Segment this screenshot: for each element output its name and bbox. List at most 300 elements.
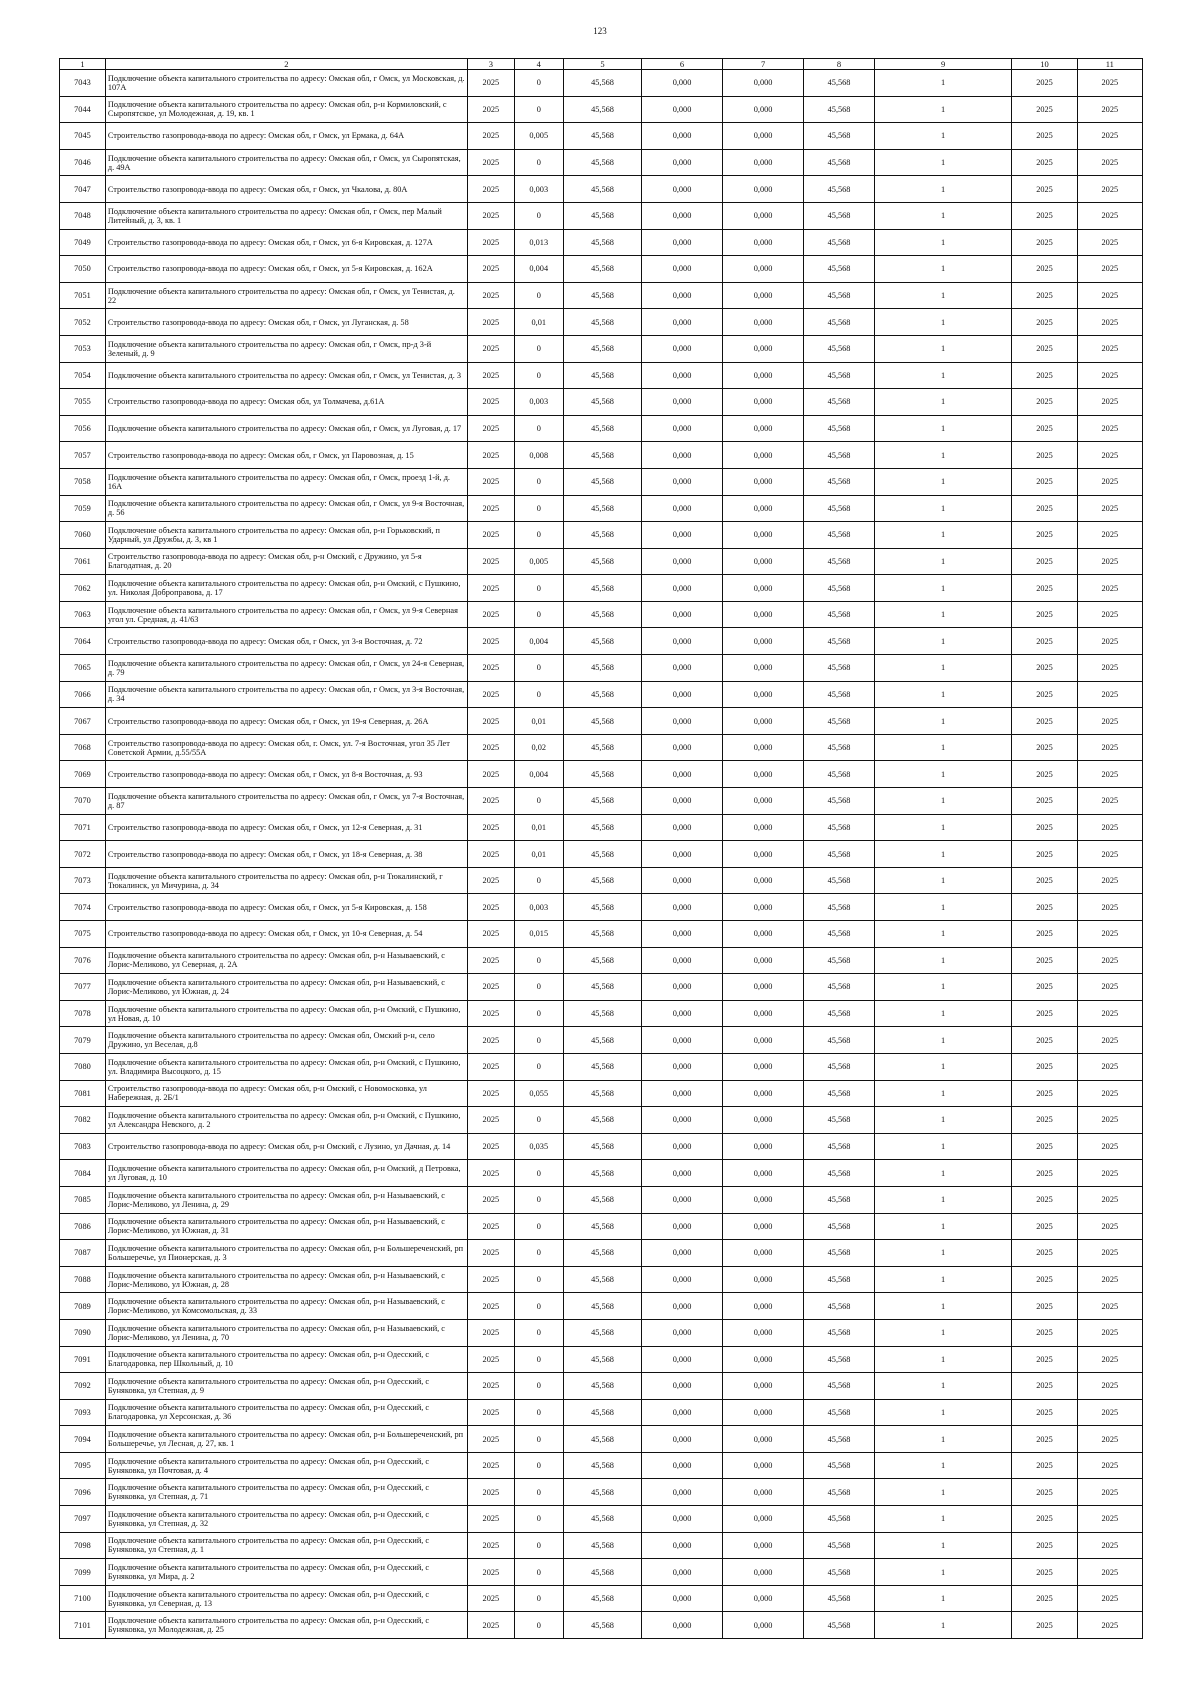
value-cell: 0,000 [642, 1160, 723, 1187]
value-cell: 0,000 [642, 123, 723, 150]
count-cell: 1 [874, 1426, 1012, 1453]
row-number-cell: 7090 [60, 1319, 106, 1346]
table-row [60, 1133, 1143, 1160]
table-row [60, 1452, 1143, 1479]
end-year-cell: 2025 [1077, 1213, 1142, 1240]
end-year-cell: 2025 [1077, 1373, 1142, 1400]
count-cell: 1 [874, 1080, 1012, 1107]
description-cell: Подключение объекта капитального строительства по адресу: Омская обл, р-н Большереченский, рп Большеречье, ул Лесная, д. 27, кв. 1 [105, 1426, 467, 1453]
column-header: 9 [874, 59, 1012, 70]
start-year-cell: 2025 [1012, 256, 1077, 283]
value-cell: 0,000 [722, 1319, 804, 1346]
value-cell: 0,000 [642, 1133, 723, 1160]
end-year-cell: 2025 [1077, 495, 1142, 522]
year-cell: 2025 [467, 921, 514, 948]
cost-cell: 45,568 [563, 655, 642, 682]
value-cell: 0,000 [722, 1452, 804, 1479]
cost-cell: 45,568 [563, 628, 642, 655]
year-cell: 2025 [467, 70, 514, 97]
column-header: 6 [642, 59, 723, 70]
total-cell: 45,568 [804, 601, 874, 628]
total-cell: 45,568 [804, 655, 874, 682]
row-number-cell: 7091 [60, 1346, 106, 1373]
count-cell: 1 [874, 1319, 1012, 1346]
value-cell: 0,000 [642, 1399, 723, 1426]
start-year-cell: 2025 [1012, 282, 1077, 309]
start-year-cell: 2025 [1012, 362, 1077, 389]
cost-cell: 45,568 [563, 1559, 642, 1586]
start-year-cell: 2025 [1012, 628, 1077, 655]
start-year-cell: 2025 [1012, 1426, 1077, 1453]
start-year-cell: 2025 [1012, 149, 1077, 176]
description-cell: Подключение объекта капитального строительства по адресу: Омская обл, р-н Одесский, с Буняковка, ул Почтовая, д. 4 [105, 1452, 467, 1479]
description-cell: Подключение объекта капитального строительства по адресу: Омская обл, г Омск, ул 9-я Восточная, д. 56 [105, 495, 467, 522]
cost-cell: 45,568 [563, 734, 642, 761]
length-cell: 0 [514, 149, 563, 176]
cost-cell: 45,568 [563, 1266, 642, 1293]
count-cell: 1 [874, 655, 1012, 682]
cost-cell: 45,568 [563, 229, 642, 256]
end-year-cell: 2025 [1077, 256, 1142, 283]
value-cell: 0,000 [642, 921, 723, 948]
length-cell: 0 [514, 1506, 563, 1533]
end-year-cell: 2025 [1077, 1319, 1142, 1346]
length-cell: 0 [514, 1107, 563, 1134]
count-cell: 1 [874, 761, 1012, 788]
count-cell: 1 [874, 1053, 1012, 1080]
length-cell: 0 [514, 681, 563, 708]
start-year-cell: 2025 [1012, 1107, 1077, 1134]
row-number-cell: 7085 [60, 1186, 106, 1213]
end-year-cell: 2025 [1077, 1346, 1142, 1373]
year-cell: 2025 [467, 947, 514, 974]
end-year-cell: 2025 [1077, 1000, 1142, 1027]
value-cell: 0,000 [722, 1053, 804, 1080]
length-cell: 0 [514, 1612, 563, 1639]
cost-cell: 45,568 [563, 1479, 642, 1506]
table-row [60, 628, 1143, 655]
year-cell: 2025 [467, 1532, 514, 1559]
year-cell: 2025 [467, 229, 514, 256]
start-year-cell: 2025 [1012, 1479, 1077, 1506]
value-cell: 0,000 [722, 1133, 804, 1160]
start-year-cell: 2025 [1012, 708, 1077, 735]
count-cell: 1 [874, 601, 1012, 628]
description-cell: Подключение объекта капитального строительства по адресу: Омская обл, г Омск, ул 24-я Северная, д. 79 [105, 655, 467, 682]
length-cell: 0,004 [514, 256, 563, 283]
description-cell: Подключение объекта капитального строительства по адресу: Омская обл, р-н Называевский, с Лорис-Меликово, ул Северная, д. 2А [105, 947, 467, 974]
year-cell: 2025 [467, 1133, 514, 1160]
total-cell: 45,568 [804, 1532, 874, 1559]
start-year-cell: 2025 [1012, 1266, 1077, 1293]
year-cell: 2025 [467, 123, 514, 150]
description-cell: Подключение объекта капитального строительства по адресу: Омская обл, г Омск, пер Малый Литейный, д. 3, кв. 1 [105, 202, 467, 229]
end-year-cell: 2025 [1077, 894, 1142, 921]
count-cell: 1 [874, 1000, 1012, 1027]
start-year-cell: 2025 [1012, 601, 1077, 628]
count-cell: 1 [874, 628, 1012, 655]
total-cell: 45,568 [804, 841, 874, 868]
cost-cell: 45,568 [563, 1160, 642, 1187]
total-cell: 45,568 [804, 149, 874, 176]
year-cell: 2025 [467, 1027, 514, 1054]
year-cell: 2025 [467, 282, 514, 309]
table-row [60, 123, 1143, 150]
count-cell: 1 [874, 947, 1012, 974]
description-cell: Подключение объекта капитального строительства по адресу: Омская обл, р-н Называевский, с Лорис-Меликово, ул Южная, д. 24 [105, 974, 467, 1001]
length-cell: 0,008 [514, 442, 563, 469]
table-row [60, 415, 1143, 442]
value-cell: 0,000 [722, 1107, 804, 1134]
start-year-cell: 2025 [1012, 1506, 1077, 1533]
cost-cell: 45,568 [563, 1426, 642, 1453]
end-year-cell: 2025 [1077, 974, 1142, 1001]
table-row [60, 256, 1143, 283]
length-cell: 0,015 [514, 921, 563, 948]
row-number-cell: 7055 [60, 389, 106, 416]
column-header: 5 [563, 59, 642, 70]
table-row [60, 1160, 1143, 1187]
value-cell: 0,000 [642, 655, 723, 682]
table-row [60, 1319, 1143, 1346]
end-year-cell: 2025 [1077, 1053, 1142, 1080]
value-cell: 0,000 [722, 1000, 804, 1027]
total-cell: 45,568 [804, 309, 874, 336]
table-row [60, 1293, 1143, 1320]
total-cell: 45,568 [804, 229, 874, 256]
start-year-cell: 2025 [1012, 1585, 1077, 1612]
start-year-cell: 2025 [1012, 309, 1077, 336]
year-cell: 2025 [467, 1559, 514, 1586]
length-cell: 0 [514, 70, 563, 97]
cost-cell: 45,568 [563, 814, 642, 841]
cost-cell: 45,568 [563, 1293, 642, 1320]
description-cell: Подключение объекта капитального строительства по адресу: Омская обл, р-н Одесский, с Буняковка, ул Степная, д. 1 [105, 1532, 467, 1559]
value-cell: 0,000 [722, 415, 804, 442]
end-year-cell: 2025 [1077, 1559, 1142, 1586]
total-cell: 45,568 [804, 256, 874, 283]
value-cell: 0,000 [722, 921, 804, 948]
table-row [60, 1612, 1143, 1639]
length-cell: 0,01 [514, 841, 563, 868]
value-cell: 0,000 [642, 149, 723, 176]
start-year-cell: 2025 [1012, 389, 1077, 416]
description-cell: Строительство газопровода-ввода по адресу: Омская обл, г Омск, ул Паровозная, д. 15 [105, 442, 467, 469]
value-cell: 0,000 [722, 601, 804, 628]
end-year-cell: 2025 [1077, 1532, 1142, 1559]
total-cell: 45,568 [804, 1186, 874, 1213]
value-cell: 0,000 [642, 468, 723, 495]
description-cell: Строительство газопровода-ввода по адресу: Омская обл, г Омск, ул 12-я Северная, д. 31 [105, 814, 467, 841]
value-cell: 0,000 [722, 708, 804, 735]
value-cell: 0,000 [642, 1479, 723, 1506]
description-cell: Подключение объекта капитального строительства по адресу: Омская обл, р-н Омский, д Петровка, ул Луговая, д. 10 [105, 1160, 467, 1187]
description-cell: Подключение объекта капитального строительства по адресу: Омская обл, г Омск, ул Луговая, д. 17 [105, 415, 467, 442]
description-cell: Подключение объекта капитального строительства по адресу: Омская обл, г Омск, ул Московская, д. 107А [105, 70, 467, 97]
total-cell: 45,568 [804, 1346, 874, 1373]
end-year-cell: 2025 [1077, 921, 1142, 948]
value-cell: 0,000 [722, 96, 804, 123]
end-year-cell: 2025 [1077, 309, 1142, 336]
length-cell: 0 [514, 1426, 563, 1453]
start-year-cell: 2025 [1012, 1160, 1077, 1187]
value-cell: 0,000 [722, 1585, 804, 1612]
description-cell: Подключение объекта капитального строительства по адресу: Омская обл, г Омск, ул 7-я Восточная, д. 87 [105, 788, 467, 815]
table-row [60, 1080, 1143, 1107]
start-year-cell: 2025 [1012, 442, 1077, 469]
length-cell: 0 [514, 1346, 563, 1373]
year-cell: 2025 [467, 761, 514, 788]
value-cell: 0,000 [722, 176, 804, 203]
count-cell: 1 [874, 495, 1012, 522]
value-cell: 0,000 [722, 309, 804, 336]
description-cell: Подключение объекта капитального строительства по адресу: Омская обл, г Омск, пр-д 3-й Зеленый, д. 9 [105, 335, 467, 362]
end-year-cell: 2025 [1077, 335, 1142, 362]
table-row [60, 894, 1143, 921]
year-cell: 2025 [467, 734, 514, 761]
value-cell: 0,000 [642, 761, 723, 788]
end-year-cell: 2025 [1077, 1186, 1142, 1213]
total-cell: 45,568 [804, 921, 874, 948]
year-cell: 2025 [467, 442, 514, 469]
value-cell: 0,000 [642, 202, 723, 229]
total-cell: 45,568 [804, 814, 874, 841]
cost-cell: 45,568 [563, 708, 642, 735]
description-cell: Подключение объекта капитального строительства по адресу: Омская обл, р-н Омский, с Пушкино, ул Новая, д. 10 [105, 1000, 467, 1027]
description-cell: Подключение объекта капитального строительства по адресу: Омская обл, г Омск, проезд 1-й, д. 16А [105, 468, 467, 495]
row-number-cell: 7050 [60, 256, 106, 283]
end-year-cell: 2025 [1077, 655, 1142, 682]
table-row [60, 575, 1143, 602]
description-cell: Подключение объекта капитального строительства по адресу: Омская обл, р-н Называевский, с Лорис-Меликово, ул Южная, д. 28 [105, 1266, 467, 1293]
description-cell: Подключение объекта капитального строительства по адресу: Омская обл, р-н Тюкалинский, г Тюкалинск, ул Мичурина, д. 34 [105, 867, 467, 894]
length-cell: 0 [514, 1293, 563, 1320]
total-cell: 45,568 [804, 123, 874, 150]
total-cell: 45,568 [804, 202, 874, 229]
end-year-cell: 2025 [1077, 575, 1142, 602]
year-cell: 2025 [467, 814, 514, 841]
end-year-cell: 2025 [1077, 362, 1142, 389]
end-year-cell: 2025 [1077, 1133, 1142, 1160]
table-row [60, 176, 1143, 203]
total-cell: 45,568 [804, 575, 874, 602]
count-cell: 1 [874, 123, 1012, 150]
description-cell: Подключение объекта капитального строительства по адресу: Омская обл, р-н Одесский, с Буняковка, ул Степная, д. 71 [105, 1479, 467, 1506]
row-number-cell: 7064 [60, 628, 106, 655]
table-row [60, 921, 1143, 948]
row-number-cell: 7060 [60, 522, 106, 549]
cost-cell: 45,568 [563, 1213, 642, 1240]
description-cell: Подключение объекта капитального строительства по адресу: Омская обл, р-н Одесский, с Буняковка, ул Мира, д. 2 [105, 1559, 467, 1586]
description-cell: Подключение объекта капитального строительства по адресу: Омская обл, р-н Называевский, с Лорис-Меликово, ул Комсомольская, д. 33 [105, 1293, 467, 1320]
start-year-cell: 2025 [1012, 575, 1077, 602]
count-cell: 1 [874, 1293, 1012, 1320]
end-year-cell: 2025 [1077, 1506, 1142, 1533]
total-cell: 45,568 [804, 761, 874, 788]
value-cell: 0,000 [642, 335, 723, 362]
end-year-cell: 2025 [1077, 149, 1142, 176]
table-row [60, 96, 1143, 123]
year-cell: 2025 [467, 1399, 514, 1426]
table-row [60, 1213, 1143, 1240]
value-cell: 0,000 [722, 229, 804, 256]
length-cell: 0 [514, 202, 563, 229]
end-year-cell: 2025 [1077, 468, 1142, 495]
value-cell: 0,000 [722, 1240, 804, 1267]
total-cell: 45,568 [804, 1133, 874, 1160]
count-cell: 1 [874, 867, 1012, 894]
count-cell: 1 [874, 149, 1012, 176]
end-year-cell: 2025 [1077, 70, 1142, 97]
table-row [60, 734, 1143, 761]
start-year-cell: 2025 [1012, 761, 1077, 788]
cost-cell: 45,568 [563, 1053, 642, 1080]
value-cell: 0,000 [722, 655, 804, 682]
total-cell: 45,568 [804, 734, 874, 761]
start-year-cell: 2025 [1012, 655, 1077, 682]
count-cell: 1 [874, 202, 1012, 229]
value-cell: 0,000 [722, 149, 804, 176]
value-cell: 0,000 [642, 841, 723, 868]
count-cell: 1 [874, 1506, 1012, 1533]
total-cell: 45,568 [804, 1080, 874, 1107]
cost-cell: 45,568 [563, 1612, 642, 1639]
end-year-cell: 2025 [1077, 814, 1142, 841]
year-cell: 2025 [467, 1266, 514, 1293]
start-year-cell: 2025 [1012, 1452, 1077, 1479]
total-cell: 45,568 [804, 1399, 874, 1426]
value-cell: 0,000 [642, 1426, 723, 1453]
cost-cell: 45,568 [563, 96, 642, 123]
count-cell: 1 [874, 468, 1012, 495]
count-cell: 1 [874, 1452, 1012, 1479]
end-year-cell: 2025 [1077, 1585, 1142, 1612]
cost-cell: 45,568 [563, 681, 642, 708]
value-cell: 0,000 [642, 708, 723, 735]
cost-cell: 45,568 [563, 522, 642, 549]
value-cell: 0,000 [722, 974, 804, 1001]
total-cell: 45,568 [804, 1585, 874, 1612]
count-cell: 1 [874, 309, 1012, 336]
value-cell: 0,000 [642, 362, 723, 389]
count-cell: 1 [874, 1133, 1012, 1160]
cost-cell: 45,568 [563, 1532, 642, 1559]
table-row [60, 1107, 1143, 1134]
end-year-cell: 2025 [1077, 202, 1142, 229]
total-cell: 45,568 [804, 1612, 874, 1639]
cost-cell: 45,568 [563, 1399, 642, 1426]
end-year-cell: 2025 [1077, 123, 1142, 150]
year-cell: 2025 [467, 1213, 514, 1240]
year-cell: 2025 [467, 601, 514, 628]
length-cell: 0 [514, 522, 563, 549]
start-year-cell: 2025 [1012, 894, 1077, 921]
year-cell: 2025 [467, 628, 514, 655]
column-header: 4 [514, 59, 563, 70]
row-number-cell: 7097 [60, 1506, 106, 1533]
table-row [60, 548, 1143, 575]
count-cell: 1 [874, 734, 1012, 761]
cost-cell: 45,568 [563, 1000, 642, 1027]
cost-cell: 45,568 [563, 442, 642, 469]
start-year-cell: 2025 [1012, 495, 1077, 522]
total-cell: 45,568 [804, 176, 874, 203]
length-cell: 0 [514, 415, 563, 442]
total-cell: 45,568 [804, 522, 874, 549]
count-cell: 1 [874, 1027, 1012, 1054]
row-number-cell: 7078 [60, 1000, 106, 1027]
value-cell: 0,000 [642, 1319, 723, 1346]
start-year-cell: 2025 [1012, 1399, 1077, 1426]
end-year-cell: 2025 [1077, 628, 1142, 655]
value-cell: 0,000 [642, 1559, 723, 1586]
value-cell: 0,000 [722, 1506, 804, 1533]
end-year-cell: 2025 [1077, 96, 1142, 123]
row-number-cell: 7071 [60, 814, 106, 841]
year-cell: 2025 [467, 362, 514, 389]
cost-cell: 45,568 [563, 202, 642, 229]
year-cell: 2025 [467, 1107, 514, 1134]
row-number-cell: 7068 [60, 734, 106, 761]
column-header: 2 [105, 59, 467, 70]
count-cell: 1 [874, 1186, 1012, 1213]
row-number-cell: 7065 [60, 655, 106, 682]
row-number-cell: 7095 [60, 1452, 106, 1479]
investment-program-table [59, 58, 1143, 1639]
value-cell: 0,000 [642, 442, 723, 469]
cost-cell: 45,568 [563, 921, 642, 948]
description-cell: Строительство газопровода-ввода по адресу: Омская обл, г Омск, ул Чкалова, д. 80А [105, 176, 467, 203]
total-cell: 45,568 [804, 1426, 874, 1453]
value-cell: 0,000 [722, 1080, 804, 1107]
count-cell: 1 [874, 256, 1012, 283]
length-cell: 0 [514, 1559, 563, 1586]
description-cell: Строительство газопровода-ввода по адресу: Омская обл, г Омск, ул 5-я Кировская, д. 162А [105, 256, 467, 283]
length-cell: 0,005 [514, 548, 563, 575]
value-cell: 0,000 [642, 522, 723, 549]
cost-cell: 45,568 [563, 1080, 642, 1107]
total-cell: 45,568 [804, 1452, 874, 1479]
table-row [60, 1186, 1143, 1213]
description-cell: Подключение объекта капитального строительства по адресу: Омская обл, г Омск, ул 9-я Северная угол ул. Средная, д. 41/63 [105, 601, 467, 628]
count-cell: 1 [874, 282, 1012, 309]
value-cell: 0,000 [642, 1452, 723, 1479]
row-number-cell: 7074 [60, 894, 106, 921]
value-cell: 0,000 [722, 389, 804, 416]
description-cell: Строительство газопровода-ввода по адресу: Омская обл, г Омск, ул 10-я Северная, д. 54 [105, 921, 467, 948]
total-cell: 45,568 [804, 947, 874, 974]
year-cell: 2025 [467, 1319, 514, 1346]
year-cell: 2025 [467, 256, 514, 283]
start-year-cell: 2025 [1012, 1027, 1077, 1054]
end-year-cell: 2025 [1077, 1027, 1142, 1054]
table-row [60, 468, 1143, 495]
value-cell: 0,000 [642, 1240, 723, 1267]
value-cell: 0,000 [642, 601, 723, 628]
value-cell: 0,000 [722, 362, 804, 389]
count-cell: 1 [874, 1559, 1012, 1586]
length-cell: 0,02 [514, 734, 563, 761]
cost-cell: 45,568 [563, 761, 642, 788]
description-cell: Строительство газопровода-ввода по адресу: Омская обл, г Омск, ул 8-я Восточная, д. 93 [105, 761, 467, 788]
value-cell: 0,000 [642, 96, 723, 123]
value-cell: 0,000 [722, 1293, 804, 1320]
description-cell: Подключение объекта капитального строительства по адресу: Омская обл, р-н Кормиловский, с Сыропятское, ул Молодежная, д. 19, кв. 1 [105, 96, 467, 123]
start-year-cell: 2025 [1012, 1346, 1077, 1373]
cost-cell: 45,568 [563, 1346, 642, 1373]
end-year-cell: 2025 [1077, 1240, 1142, 1267]
value-cell: 0,000 [642, 1373, 723, 1400]
